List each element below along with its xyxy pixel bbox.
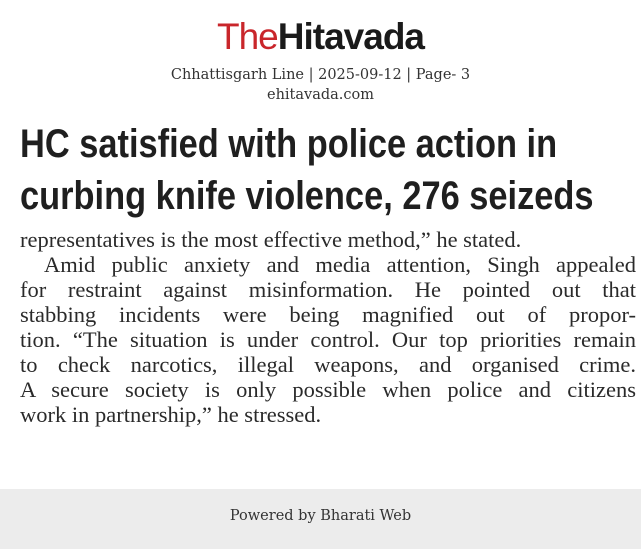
article-headline [20, 118, 594, 222]
logo-name: Hitavada [277, 16, 424, 57]
logo-the: The [217, 16, 278, 57]
headline-line-1: HC satisfied with police action in [20, 122, 558, 166]
powered-by-text[interactable]: Powered by Bharati Web [229, 508, 412, 524]
body-line: A secure society is only possible when police and citizens [20, 377, 636, 402]
article-body [20, 227, 636, 427]
footer [0, 489, 641, 549]
masthead [0, 18, 641, 55]
newspaper-logo[interactable] [217, 18, 424, 55]
body-line: Amid public anxiety and media attention, Singh appealed [44, 252, 636, 277]
site-link[interactable]: ehitavada.com [266, 87, 374, 103]
body-line: for restraint against misinformation. He pointed out that [20, 277, 636, 302]
headline-line-2: curbing knife violence, 276 seizeds [20, 174, 594, 218]
edition-info: Chhattisgarh Line | 2025-09-12 | Page- 3 [170, 67, 471, 83]
body-line: tion. “The situation is under control. Our top priorities remain [20, 327, 636, 352]
body-line: to check narcotics, illegal weapons, and organised crime. [20, 352, 636, 377]
body-line: stabbing incidents were being magnified out of propor- [20, 302, 636, 327]
body-line: work in partnership,” he stressed. [20, 402, 322, 427]
body-line: representatives is the most effective method,” he stated. [20, 227, 522, 252]
